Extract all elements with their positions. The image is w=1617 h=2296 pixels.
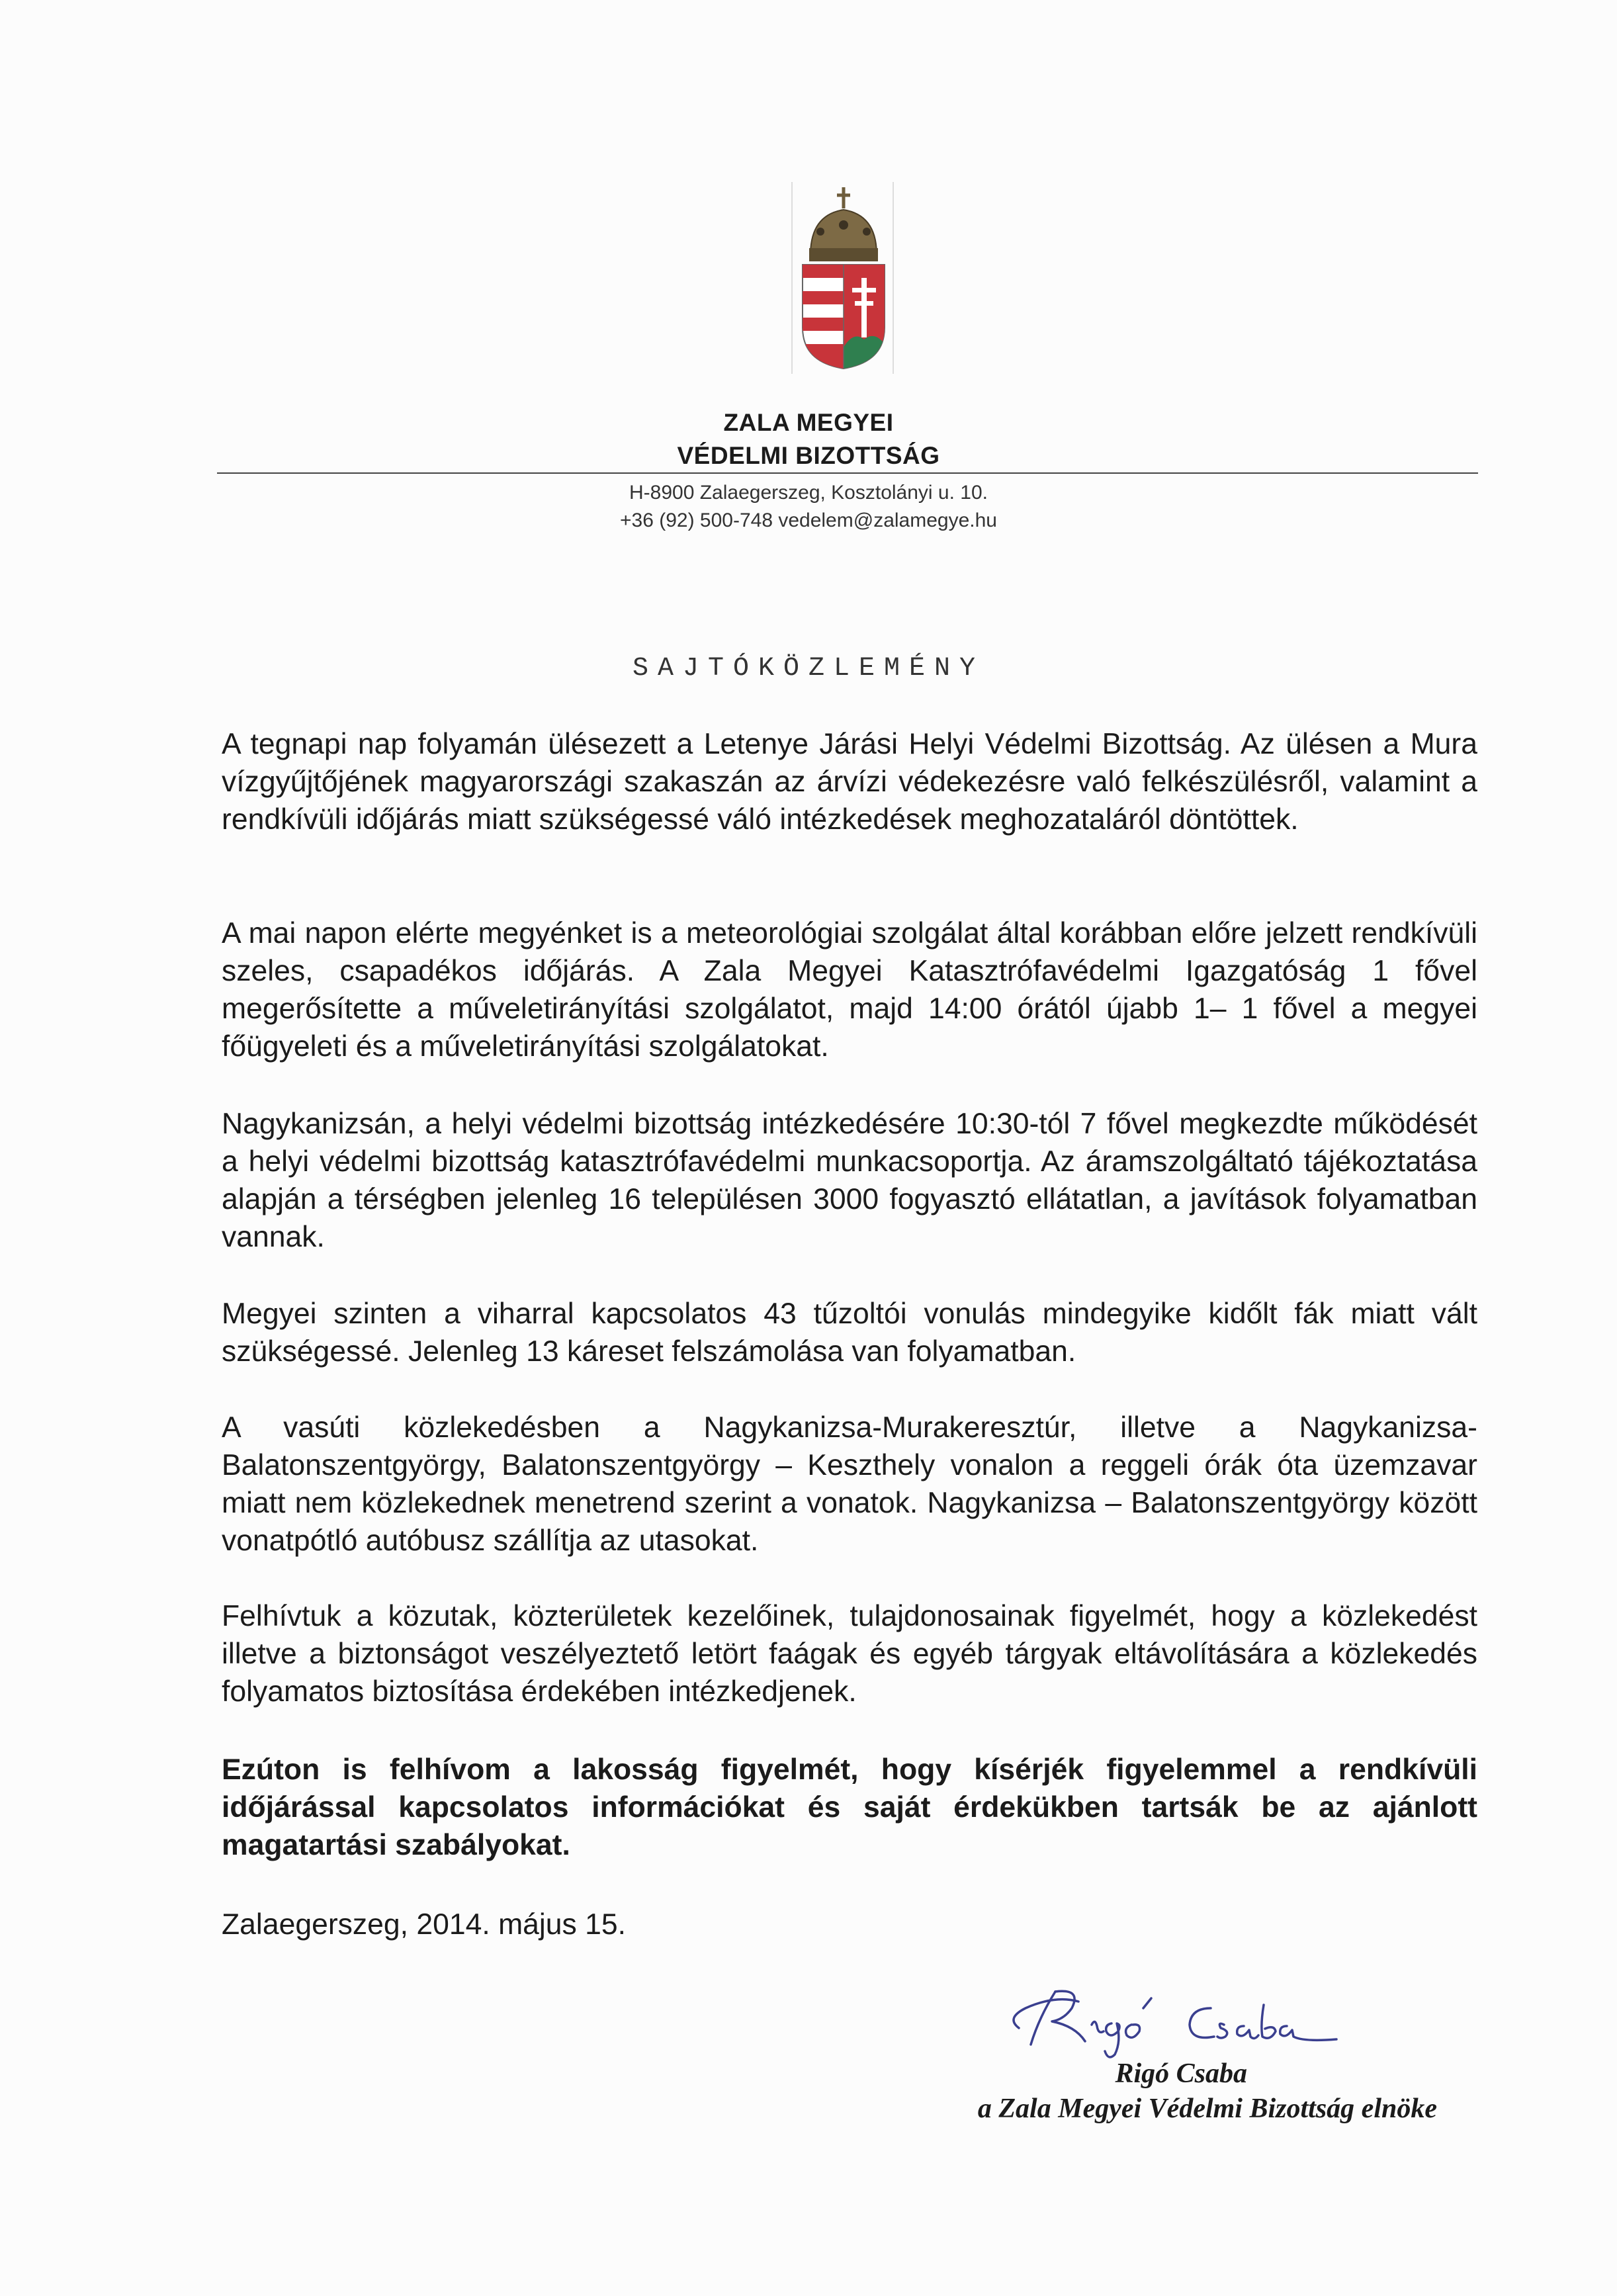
paragraph-text: A vasúti közlekedésben a Nagykanizsa-Murakeresztúr, illetve a Nagykanizsa-Balatonszentgyörgy, Balatonszentgyörgy – Keszthely vonalon a reggeli órák óta üzemzavar miatt nem közlekednek menetrend szerint a vonatok. Nagykanizsa – Balatonszentgyörgy között vonatpótló autóbusz szállítja az utasokat.: [222, 1411, 1477, 1557]
paragraph-4: [222, 1295, 1477, 1370]
date-line: Zalaegerszeg, 2014. május 15.: [222, 1908, 627, 1941]
organization-contact: +36 (92) 500-748 vedelem@zalamegye.hu: [620, 509, 997, 531]
signer-title: a Zala Megyei Védelmi Bizottság elnöke: [977, 2094, 1437, 2124]
paragraph-text: A tegnapi nap folyamán ülésezett a Letenye Járási Helyi Védelmi Bizottság. Az ülésen a Mura vízgyűjtőjének magyarországi szakaszán az árvízi védekezésre való felkészülésről, valamint a rendkívüli időjárás miatt szükségessé váló intézkedések meghozataláról döntöttek.: [222, 728, 1477, 836]
letterhead-divider: [217, 472, 1478, 474]
paragraph-3: [222, 1105, 1477, 1256]
paragraph-6: [222, 1597, 1477, 1710]
organization-name-line1: ZALA MEGYEI: [723, 409, 894, 436]
organization-name-line2: VÉDELMI BIZOTTSÁG: [677, 442, 940, 469]
signer-name: Rigó Csaba: [1115, 2058, 1247, 2089]
organization-address: H-8900 Zalaegerszeg, Kosztolányi u. 10.: [629, 482, 988, 504]
hungarian-coat-of-arms-icon: [791, 182, 896, 374]
paragraph-2: [222, 914, 1477, 1065]
paragraph-text: Megyei szinten a viharral kapcsolatos 43 tűzoltói vonulás mindegyike kidőlt fák miatt vált szükségessé. Jelenleg 13 káreset felszámolása van folyamatban.: [222, 1298, 1477, 1368]
paragraph-7-bold-appeal: [222, 1751, 1477, 1864]
paragraph-text: Nagykanizsán, a helyi védelmi bizottság intézkedésére 10:30-tól 7 fővel megkezdte működését a helyi védelmi bizottság katasztrófavédelmi munkacsoportja. Az áramszolgáltató tájékoztatása alapján a térségben jelenleg 16 településen 3000 fogyasztó ellátatlan, a javítások folyamatban vannak.: [222, 1108, 1477, 1253]
paragraph-text: A mai napon elérte megyénket is a meteorológiai szolgálat által korábban előre jelzett rendkívüli szeles, csapadékos időjárás. A Zala Megyei Katasztrófavédelmi Igazgatóság 1 fővel megerősítette a műveletirányítási szolgálatot, majd 14:00 órától újabb 1– 1 fővel a megyei főügyeleti és a műveletirányítási szolgálatokat.: [222, 917, 1477, 1063]
paragraph-1: [222, 725, 1477, 838]
paragraph-text: Ezúton is felhívom a lakosság figyelmét, hogy kísérjék figyelemmel a rendkívüli időjárással kapcsolatos információkat és saját érdekükben tartsák be az ajánlott magatartási szabályokat.: [222, 1753, 1477, 1861]
paragraph-5: [222, 1409, 1477, 1560]
document-heading: SAJTÓKÖZLEMÉNY: [632, 654, 985, 684]
paragraph-text: Felhívtuk a közutak, közterületek kezelőinek, tulajdonosainak figyelmét, hogy a közlekedést illetve a biztonságot veszélyeztető letört faágak és egyéb tárgyak eltávolítására a közlekedés folyamatos biztosítása érdekében intézkedjenek.: [222, 1600, 1477, 1708]
handwritten-signature: [992, 1978, 1389, 2071]
